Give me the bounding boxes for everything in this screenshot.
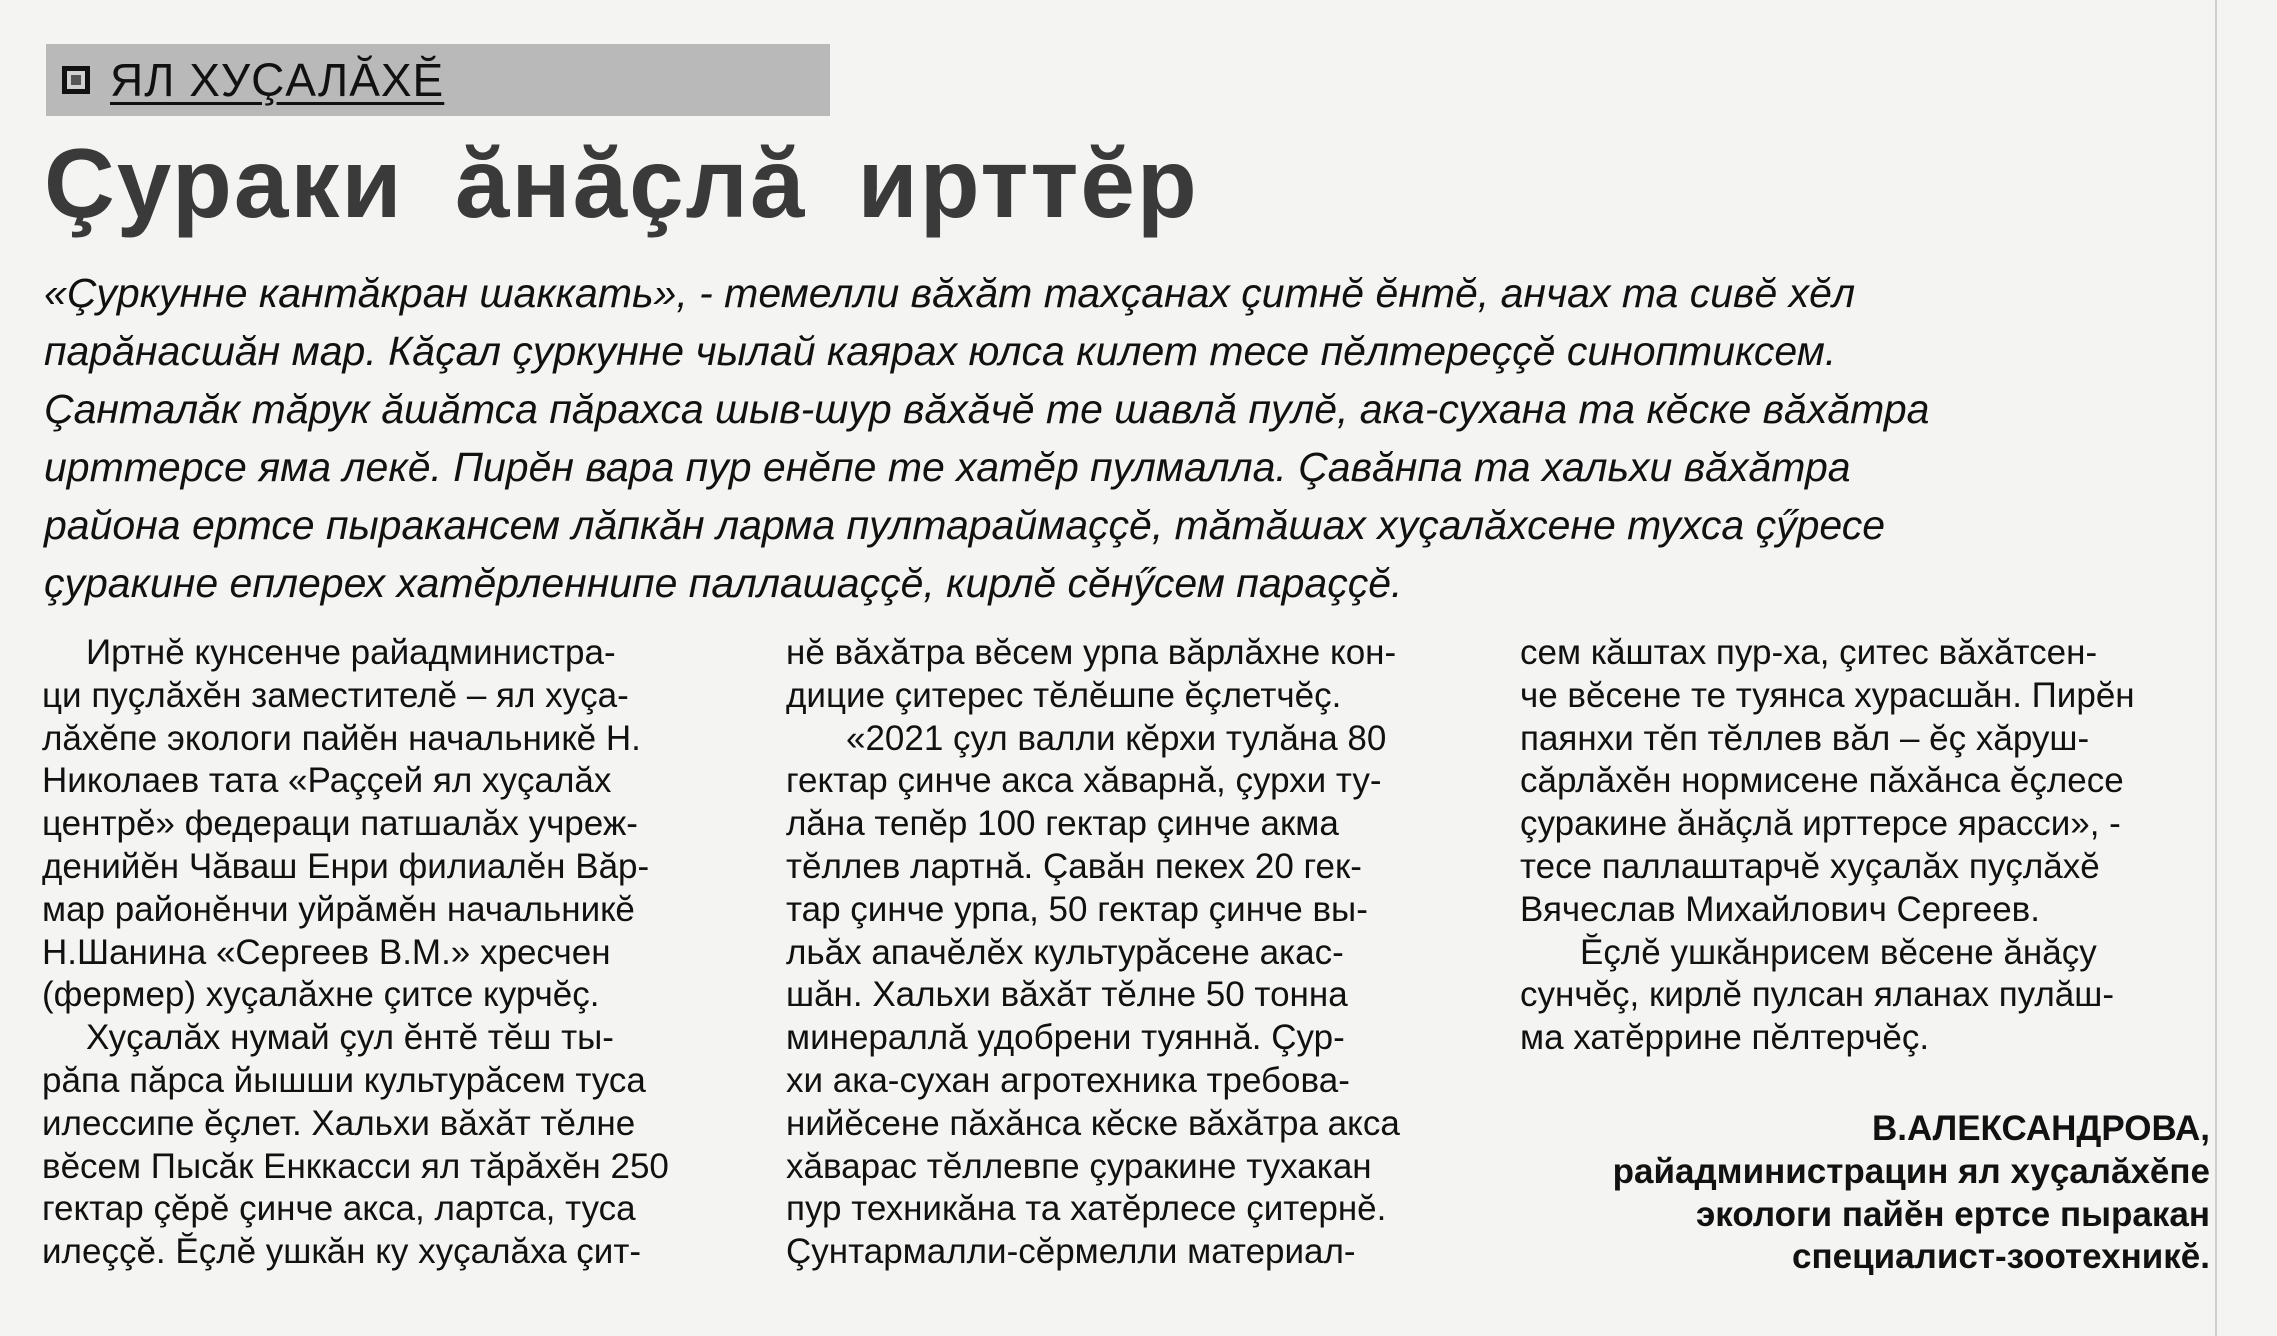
lead-line: Çанталăк тăрук ăшăтса пăрахса шыв-шур вăхăчĕ те шавлă пулĕ, ака-сухана та кĕске вăхăтра <box>44 386 1930 432</box>
body-line: нийĕсене пăхăнса кĕске вăхăтра акса <box>786 1103 1400 1143</box>
body-line: ма хатĕррине пĕлтерчĕç. <box>1520 1018 1930 1058</box>
body-line: илеççĕ. Ĕçлĕ ушкăн ку хуçалăха çит- <box>42 1232 642 1272</box>
lead-line: ирттерсе яма лекĕ. Пирĕн вара пур енĕпе те хатĕр пулмалла. Çавăнпа та хальхи вăхăтра <box>44 444 1851 490</box>
body-line: Хуçалăх нумай çул ĕнтĕ тĕш ты- <box>86 1018 614 1058</box>
body-line: паянхи тĕп тĕллев вăл – ĕç хăруш- <box>1520 718 2090 758</box>
body-line: льăх апачĕлĕх культурăсене акас- <box>786 932 1344 972</box>
body-line: минераллă удобрени туяннă. Çур- <box>786 1018 1345 1058</box>
body-line: Вячеслав Михайлович Сергеев. <box>1520 889 2040 929</box>
square-bullet-icon <box>62 66 90 94</box>
article-lead <box>44 264 2214 612</box>
body-line: шăн. Хальхи вăхăт тĕлне 50 тонна <box>786 975 1348 1015</box>
body-line: вĕсем Пысăк Енккасси ял тăрăхĕн 250 <box>42 1146 669 1186</box>
body-line: нĕ вăхăтра вĕсем урпа вăрлăхне кон- <box>786 633 1397 672</box>
body-line: тĕллев лартнă. Çавăн пекех 20 гек- <box>786 846 1362 886</box>
body-line: рăпа пăрса йышши культурăсем туса <box>42 1060 646 1100</box>
body-line: сем кăштах пур-ха, çитес вăхăтсен- <box>1520 633 2098 672</box>
lead-line: парăнасшăн мар. Кăçал çуркунне чылай каярах юлса килет тесе пĕлтереççĕ синоптиксем. <box>44 328 1837 374</box>
body-line: тесе паллаштарчĕ хуçалăх пуçлăхĕ <box>1520 846 2100 886</box>
body-line: мар районĕнчи уйрăмĕн начальникĕ <box>42 889 635 929</box>
body-line: «2021 çул валли кĕрхи тулăна 80 <box>846 718 1387 758</box>
body-line: денийĕн Чăваш Енри филиалĕн Вăр- <box>42 846 650 886</box>
body-line: çуракине ăнăçлă ирттерсе ярасси», - <box>1520 804 2121 844</box>
body-line: гектар çĕрĕ çинче акса, лартса, туса <box>42 1189 636 1229</box>
author-signature <box>1480 1108 2210 1279</box>
lead-line: çуракине еплерех хатĕрленнипе паллашаççĕ, кирлĕ сĕнӳсем параççĕ. <box>44 560 1403 606</box>
body-line: сăрлăхĕн нормисене пăхăнса ĕçлесе <box>1520 761 2124 801</box>
body-line: центрĕ» федераци патшалăх учреж- <box>42 804 638 844</box>
author-title-line: специалист-зоотехникĕ. <box>1792 1237 2210 1277</box>
body-line: лăна тепĕр 100 гектар çинче акма <box>786 804 1339 844</box>
body-column-3 <box>1520 632 2210 1060</box>
body-column-2 <box>786 632 1476 1274</box>
body-column-1 <box>42 632 742 1274</box>
body-line: пур техникăна та хатĕрлесе çитернĕ. <box>786 1189 1387 1229</box>
body-line: Н.Шанина «Сергеев В.М.» хресчен <box>42 932 611 972</box>
body-line: Ĕçлĕ ушкăнрисем вĕсене ăнăçу <box>1580 932 2097 972</box>
body-line: хăварас тĕллевпе çуракине тухакан <box>786 1146 1372 1186</box>
author-title-line: райадминистрацин ял хуçалăхĕпе <box>1612 1151 2210 1191</box>
body-line: дицие çитерес тĕлĕшпе ĕçлетчĕç. <box>786 675 1342 715</box>
article-headline: Çураки ăнăçлă ирттĕр <box>44 128 1199 238</box>
body-line: Çунтармалли-сĕрмелли материал- <box>786 1232 1356 1272</box>
rubric-label: ЯЛ ХУÇАЛĂХĔ <box>110 54 445 106</box>
column-divider <box>2215 0 2217 1336</box>
body-line: че вĕсене те туянса хурасшăн. Пирĕн <box>1520 675 2135 715</box>
body-line: илессипе ĕçлет. Хальхи вăхăт тĕлне <box>42 1103 636 1143</box>
body-line: сунчĕç, кирлĕ пулсан яланах пулăш- <box>1520 975 2115 1015</box>
body-line: тар çинче урпа, 50 гектар çинче вы- <box>786 889 1368 929</box>
author-title-line: экологи пайĕн ертсе пыракан <box>1695 1194 2210 1234</box>
body-line: хи ака-сухан агротехника требова- <box>786 1060 1350 1100</box>
lead-line: района ертсе пыракансем лăпкăн ларма пултараймаççĕ, тăтăшах хуçалăхсене тухса çӳресе <box>44 502 1886 548</box>
body-line: гектар çинче акса хăварнă, çурхи ту- <box>786 761 1382 801</box>
lead-line: «Çуркунне кантăкран шаккать», - темелли вăхăт тахçанах çитнĕ ĕнтĕ, анчах та сивĕ хĕл <box>44 270 1856 316</box>
body-line: Николаев тата «Раççей ял хуçалăх <box>42 761 612 801</box>
body-line: (фермер) хуçалăхне çитсе курчĕç. <box>42 975 600 1015</box>
body-line: лăхĕпе экологи пайĕн начальникĕ Н. <box>42 718 641 758</box>
body-line: ци пуçлăхĕн заместителĕ – ял хуçа- <box>42 675 629 715</box>
body-line: Иртнĕ кунсенче райадминистра- <box>86 633 616 672</box>
author-name: В.АЛЕКСАНДРОВА, <box>1871 1109 2210 1148</box>
section-rubric <box>46 44 830 116</box>
